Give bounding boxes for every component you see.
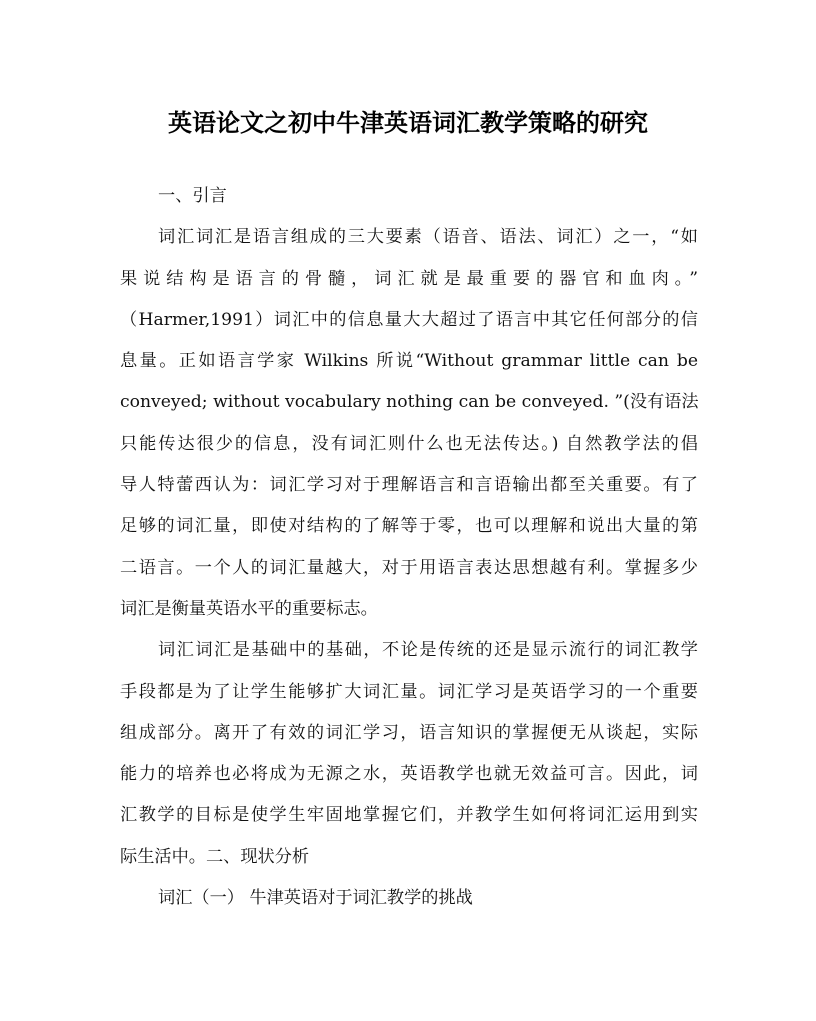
paragraph-line: 导人特蕾西认为：词汇学习对于理解语言和言语输出都至关重要。有了: [120, 475, 698, 496]
paragraph-line: 词汇词汇是语言组成的三大要素（语音、语法、词汇）之一，“如: [158, 227, 698, 248]
paragraph-line: conveyed; without vocabulary nothing can be conveyed. ”(没有语法: [120, 392, 699, 413]
paragraph-line: 能力的培养也必将成为无源之水，英语教学也就无效益可言。因此，词: [120, 764, 698, 785]
section-heading-challenge: 词汇（一） 牛津英语对于词汇教学的挑战: [158, 888, 473, 909]
paragraph-line: 组成部分。离开了有效的词汇学习，语言知识的掌握便无从谈起，实际: [120, 722, 698, 743]
paragraph-line: 词汇词汇是基础中的基础，不论是传统的还是显示流行的词汇教学: [158, 640, 698, 661]
document-body: [120, 176, 698, 919]
paragraph-line: 词汇是衡量英语水平的重要标志。: [120, 598, 378, 619]
paragraph-line: 二语言。一个人的词汇量越大，对于用语言表达思想越有利。掌握多少: [120, 557, 698, 578]
paragraph-line: 息量。正如语言学家 Wilkins 所说“Without grammar little can be: [120, 351, 698, 372]
paragraph-line: 果说结构是语言的骨髓，词汇就是最重要的器官和血肉。”: [120, 268, 698, 289]
paragraph-line: （Harmer,1991）词汇中的信息量大大超过了语言中其它任何部分的信: [120, 309, 698, 330]
document-title: 英语论文之初中牛津英语词汇教学策略的研究: [168, 108, 648, 137]
section-heading-introduction: 一、引言: [158, 186, 227, 206]
paragraph-line: 际生活中。二、现状分析: [120, 846, 310, 867]
paragraph-line: 手段都是为了让学生能够扩大词汇量。词汇学习是英语学习的一个重要: [120, 681, 698, 702]
paragraph-line: 汇教学的目标是使学生牢固地掌握它们，并教学生如何将词汇运用到实: [120, 805, 698, 826]
paragraph-line: 只能传达很少的信息，没有词汇则什么也无法传达。) 自然教学法的倡: [120, 433, 698, 454]
paragraph-line: 足够的词汇量，即使对结构的了解等于零，也可以理解和说出大量的第: [120, 516, 698, 537]
